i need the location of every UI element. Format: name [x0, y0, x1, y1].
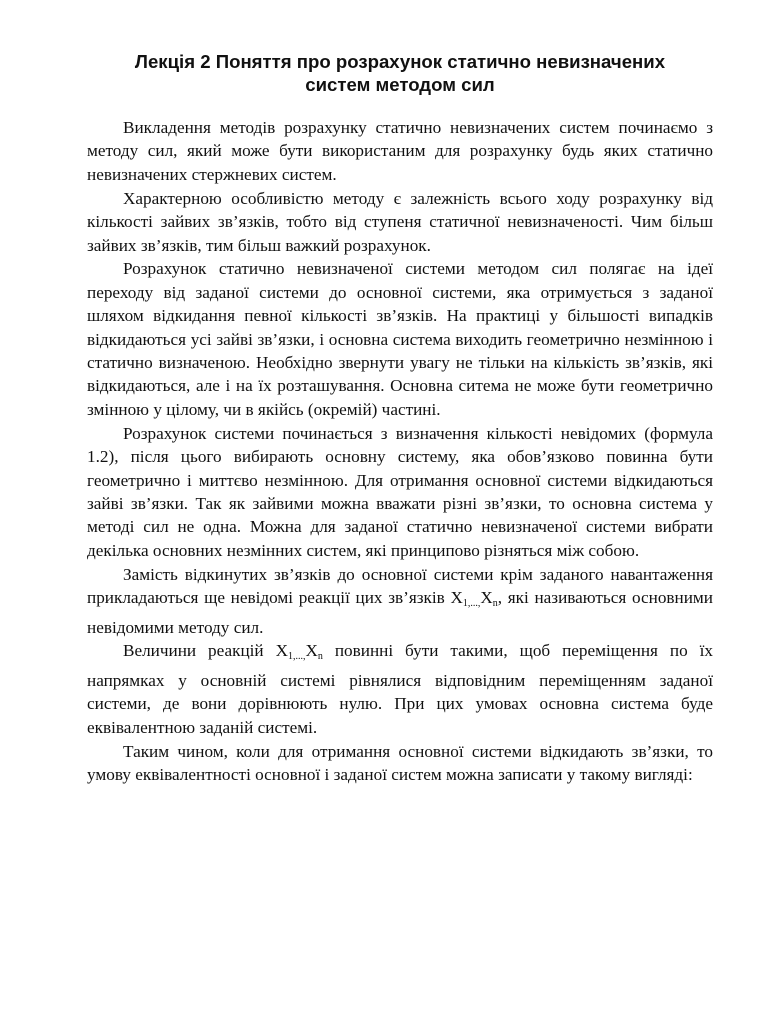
reaction-x-subscript-1: 1 [287, 651, 293, 663]
paragraph-6-text-before: Величини реакцій [123, 641, 276, 661]
paragraph-5-text-before: Замість відкинутих зв’язків до основної системи крім заданого навантаження прикладаються ще невідомі реакції цих зв’язків [87, 564, 713, 608]
document-page [87, 50, 713, 787]
unknown-x-subscript-1: 1 [462, 598, 468, 610]
title-line-1: Лекція 2 Поняття про розрахунок статично невизначених [134, 51, 666, 72]
unknown-x-subscript-n: n [492, 598, 498, 610]
unknown-ellipsis: ,..., [467, 598, 481, 610]
paragraph-3: Розрахунок статично невизначеної системи методом сил полягає на ідеї переходу від заданої системи до основної системи, яка отримується з заданої шляхом відкидання певної кількості зв’язків. На практиці у більшості випадків відкидаються усі зайві зв’язки, і основна система виходить геометрично незмінною і статично визначеною. Необхідно звернути увагу не тільки на кількість зв’язків, які відкидаються, але і на їх розташування. Основна ситема не може бути геометрично змінною у цілому, чи в якійсь (окремій) частині. [87, 259, 713, 419]
paragraph-5 [87, 563, 713, 639]
paragraph-7: Таким чином, коли для отримання основної системи відкидають зв’язки, то умову еквівалентності основної і заданої систем можна записати у такому вигляді: [87, 741, 713, 784]
reaction-ellipsis: ,..., [292, 651, 306, 663]
paragraph-6 [87, 639, 713, 739]
reaction-xn-symbol: X [305, 641, 318, 661]
unknown-x-symbol: X [450, 588, 463, 608]
paragraph-2: Характерною особливістю методу є залежність всього ходу розрахунку від кількості зайвих зв’язків, тобто від ступеня статичної невизначеності. Чим більш зайвих зв’язків, тим більш важкий розрахунок. [87, 188, 713, 255]
paragraph-6-text-after: повинні бути такими, щоб переміщення по їх напрямках у основній системі рівнялися відповідним переміщенням заданої системи, де вони дорівнюють нулю. При цих умовах основна система буде еквівалентною заданій системі. [87, 641, 713, 737]
reaction-x-subscript-n: n [317, 651, 323, 663]
paragraph-5-text-after: , які називаються основними невідомими методу сил. [87, 588, 713, 637]
title-line-2: систем методом сил [305, 74, 495, 95]
page-title [87, 50, 713, 96]
paragraph-1: Викладення методів розрахунку статично невизначених систем починаємо з методу сил, який може бути використаним для розрахунку будь яких статично невизначених стержневих систем. [87, 118, 713, 184]
unknown-xn-symbol: X [480, 588, 493, 608]
reaction-x-symbol: X [275, 641, 288, 661]
paragraph-4: Розрахунок системи починається з визначення кількості невідомих (формула 1.2), після цього вибирають основну систему, яка обов’язково повинна бути геометрично і миттєво незмінною. Для отримання основної системи відкидаються зайві зв’язки. Так як зайвими можна вважати різні зв’язки, то основна система у методі сил не одна. Можна для заданої статично невизначеної системи вибрати декілька основних незмінних систем, які принципово різняться між собою. [87, 423, 713, 560]
